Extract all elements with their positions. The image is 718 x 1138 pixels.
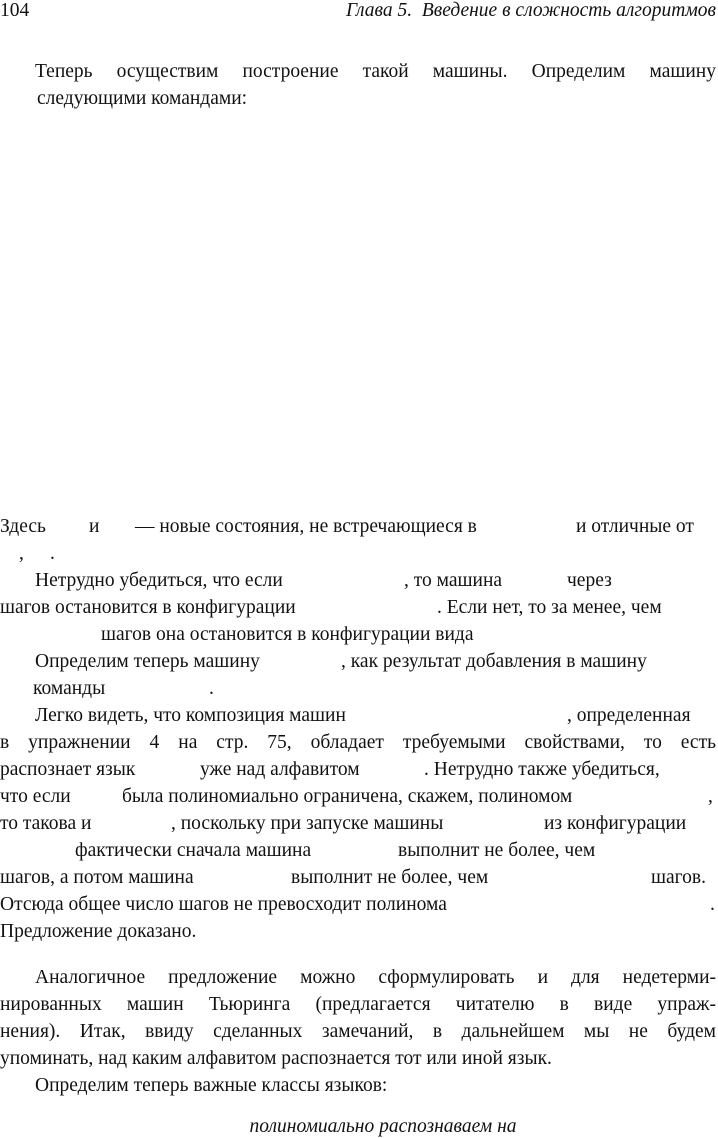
text-segment: Легко видеть, что композиция машин [35,705,346,726]
text-segment: что если [0,786,71,807]
text-segment: . Если нет, то за менее, чем [437,597,662,618]
text-segment: Предложение доказано. [0,921,197,942]
text-segment: команды [33,678,106,699]
text-segment: распознает язык [0,759,136,780]
page-number: 104 [0,0,30,21]
text-segment: . Нетрудно также убедиться, [424,759,660,780]
text-segment: и отличные от [576,516,694,537]
definition-intro: Определим теперь важные классы языков: [35,1075,388,1096]
text-segment: . [710,894,715,915]
text-segment: выполнит не более, чем [291,867,489,888]
running-head: Глава 5. Введение в сложность алгоритмов [345,0,716,21]
text-segment: шагов она остановится в конфигурации вида [101,624,474,645]
text-segment: то такова и [0,813,92,834]
text-segment: уже над алфавитом [200,759,360,780]
text-segment: и [89,516,100,537]
text-segment: , то машина [404,570,503,591]
text-segment: . [209,678,214,699]
text-segment: Определим теперь машину [35,651,260,672]
definition-fragment: полиномиально распознаваем на [249,1116,517,1137]
remark-line-4: упоминать, над каким алфавитом распознается тот или иной язык. [0,1048,552,1069]
remark-line-3: нения). Итак, ввиду сделанных замечаний, в дальнейшем мы не будем [0,1021,716,1042]
text-segment: выполнит не более, чем [398,840,596,861]
text-segment: через [567,570,612,591]
intro-line-2: следующими командами: [37,88,248,109]
text-segment: была полиномиально ограничена, скажем, полиномом [122,786,573,807]
text-segment: , как результат добавления в машину [341,651,647,672]
text-segment: , поскольку при запуске машины [171,813,444,834]
text-segment: Нетрудно убедиться, что если [35,570,283,591]
text-segment: . [50,543,55,564]
text-segment: из конфигурации [544,813,687,834]
text-segment: Отсюда общее число шагов не превосходит полинома [0,894,447,915]
text-segment: Здесь [0,516,46,537]
text-segment: шагов. [651,867,707,888]
text-segment: в упражнении 4 на стр. 75, обладает требуемыми свойствами, то есть [0,732,716,753]
intro-line-1: Теперь осуществим построение такой машины. Определим машину [35,61,716,82]
text-segment: — новые состояния, не встречающиеся в [135,516,477,537]
text-segment: , [19,543,24,564]
text-segment: шагов, а потом машина [0,867,194,888]
text-segment: , [708,786,713,807]
text-segment: шагов остановится в конфигурации [0,597,296,618]
remark-line-1: Аналогичное предложение можно сформулировать и для недетерми- [35,967,716,988]
text-segment: , определенная [567,705,691,726]
remark-line-2: нированных машин Тьюринга (предлагается читателю в виде упраж- [0,994,716,1015]
text-segment: фактически сначала машина [75,840,312,861]
